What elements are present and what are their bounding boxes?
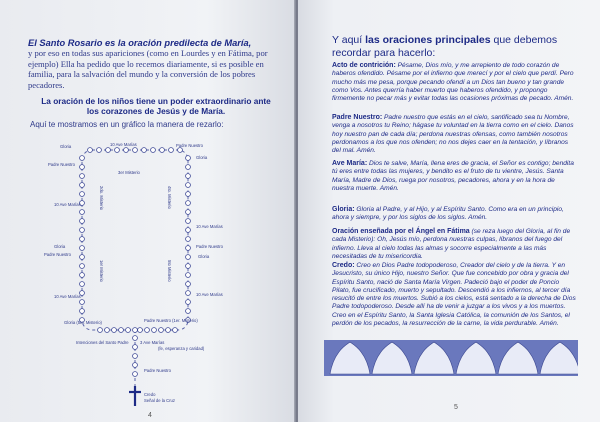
rosary-bead xyxy=(186,210,191,215)
rosary-bead xyxy=(126,328,131,333)
lbl-ten-ave-top: 10 Ave Marías xyxy=(110,142,137,147)
lbl-m5: 5to Misterio xyxy=(167,260,172,282)
rosary-bead xyxy=(80,219,85,224)
lbl-gloria-right2: Gloria xyxy=(198,254,210,259)
rosary-bead xyxy=(145,328,150,333)
rosary-bead xyxy=(152,328,157,333)
lbl-ave-right2: 10 Ave Marías xyxy=(196,292,223,297)
lbl-m4: 4to. Misterio xyxy=(167,186,172,209)
rosary-bead xyxy=(173,328,178,333)
rosary-bead xyxy=(98,328,103,333)
rosary-bead xyxy=(112,328,117,333)
rosary-bead xyxy=(186,300,191,305)
rosary-bead xyxy=(186,264,191,269)
rosary-bead xyxy=(80,156,85,161)
ornament-leaf xyxy=(540,342,578,374)
ornament-leaf xyxy=(414,342,454,374)
lbl-pn-bottom: Padre Nuestro (1er. Misterio) xyxy=(144,318,198,323)
rosary-bead xyxy=(159,328,164,333)
rosary-bead xyxy=(186,237,191,242)
rosary-bead xyxy=(80,300,85,305)
rosary-bead xyxy=(115,148,120,153)
lbl-pn-top-right: Padre Nuestro xyxy=(176,143,203,148)
rosary-bead xyxy=(80,210,85,215)
lbl-fe: (fe, esperanza y caridad) xyxy=(158,346,205,351)
rosary-bead xyxy=(80,246,85,251)
rosary-bead xyxy=(186,156,191,161)
ornament-leaf xyxy=(456,342,496,374)
rosary-bead xyxy=(160,148,165,153)
rosary-bead xyxy=(105,328,110,333)
lbl-senal: Señal de la Cruz xyxy=(144,398,175,403)
right-page xyxy=(298,0,600,422)
rosary-bead xyxy=(186,174,191,179)
rosary-bead xyxy=(133,363,138,368)
left-intro: y por eso en todas sus apariciones (como en Lourdes y en Fátima, por ejemplo) Ella ha pedido que lo recemos diariamente, si es posible en familia, para la salvación del mundo y la conversión de los pobres pecadores. xyxy=(28,48,268,90)
lbl-m3: 3er Misterio xyxy=(118,170,140,175)
ornament-leaf xyxy=(330,342,370,374)
rosary-bead xyxy=(186,291,191,296)
lbl-gloria-right: Gloria xyxy=(196,155,208,160)
rosary-bead xyxy=(186,201,191,206)
ornament-leaf xyxy=(372,342,412,374)
prayer-angel-fatima: Oración enseñada por el Ángel en Fátima (se reza luego del Gloria, al fin de cada Misterio): Oh, Jesús mío, perdona nuestras culpas, líbranos del fuego del infierno. Lleva al cielo todas las almas y socorre especialmente a las más necesitadas de tu misericordia. xyxy=(332,228,571,260)
lbl-credo: Credo xyxy=(144,392,156,397)
ornament-pattern xyxy=(324,340,578,376)
rosary-diagram xyxy=(40,138,250,418)
rosary-bead xyxy=(186,183,191,188)
rosary-bead xyxy=(80,228,85,233)
graphic-text: Aquí te mostramos en un gráfico la manera de rezarlo: xyxy=(30,120,224,129)
rosary-bead xyxy=(186,192,191,197)
rosary-bead xyxy=(186,228,191,233)
right-title: Y aquí las oraciones principales que debemos recordar para hacerlo: xyxy=(332,34,558,59)
prayer-ave-maria: Ave María: Dios te salve, María, llena eres de gracia, el Señor es contigo; bendita tú eres entre todas las mujeres, y bendito es el fruto de tu vientre, Jesús. Santa María, Madre de Dios, ruega por nosotros, pecadores, ahora y en la hora de nuestra muerte. Amén. xyxy=(332,160,574,192)
lbl-gloria-left2: Gloria xyxy=(54,244,66,249)
rosary-bead xyxy=(88,148,93,153)
rosary-bead xyxy=(142,148,147,153)
right-page-number: 5 xyxy=(454,404,458,411)
lbl-m2: 2do. Misterio xyxy=(99,186,104,210)
left-bold-line: La oración de los niños tiene un poder extraordinario ante los corazones de Jesús y de María. xyxy=(41,96,271,116)
lbl-pn-cross: Padre Nuestro xyxy=(144,368,171,373)
lbl-intenciones: Intenciones del Santo Padre xyxy=(76,340,129,345)
rosary-bead xyxy=(80,192,85,197)
rosary-bead xyxy=(133,345,138,350)
rosary-bead xyxy=(80,264,85,269)
rosary-bead xyxy=(97,148,102,153)
left-page xyxy=(0,0,296,422)
rosary-bead xyxy=(80,282,85,287)
rosary-bead xyxy=(80,183,85,188)
decorative-band xyxy=(324,340,578,376)
lbl-pn-right2: Padre Nuestro xyxy=(196,244,223,249)
rosary-bead xyxy=(80,309,85,314)
ornament-leaf xyxy=(498,342,538,374)
rosary-bead xyxy=(178,148,183,153)
lbl-ave-left1: 10 Ave Marías xyxy=(54,202,81,207)
rosary-bead xyxy=(133,148,138,153)
prayer-acto-contricion: Acto de contrición: Pésame, Dios mío, y me arrepiento de todo corazón de haberos ofendido. Pésame por el infierno que merecí y por el cielo que perdí. Pero mucho más me pesa, porque pecando ofendí a un Dios tan bueno y tan grande como Vos. Antes querría haber muerto que haberos ofendido, y propongo firmemente no pecar más y evitar todas las ocasiones próximas de pecado. Amén. xyxy=(332,62,574,103)
prayer-credo: Credo: Creo en Dios Padre todopoderoso, Creador del cielo y de la tierra. Y en Jesucristo, su único Hijo, nuestro Señor. Que fue concebido por obra y gracia del Espíritu Santo, nació de Santa María Virgen. Padeció bajo el poder de Poncio Pilato, fue crucificado, muerto y sepultado. Descendió a los infiernos, al tercer día resucitó de entre los muertos. Subió a los cielos, está sentado a la derecha de Dios Padre todopoderoso. Desde allí ha de venir a juzgar a los vivos y a los muertos. Creo en el Espíritu Santo, la Santa Iglesia Católica, la comunión de los Santos, el perdón de los pecados, la resurrección de la carne, la vida perdurable. Amén. xyxy=(332,262,576,328)
left-page-number: 4 xyxy=(148,412,152,419)
lbl-pn-left: Padre Nuestro xyxy=(48,162,75,167)
rosary-bead xyxy=(166,328,171,333)
rosary-bead xyxy=(80,255,85,260)
lbl-tres-ave: 3 Ave Marías xyxy=(140,340,165,345)
rosary-bead xyxy=(186,165,191,170)
rosary-bead xyxy=(80,174,85,179)
rosary-bead xyxy=(138,328,143,333)
rosary-bead xyxy=(169,148,174,153)
lbl-pn-left2: Padre Nuestro xyxy=(44,252,71,257)
rosary-bead xyxy=(186,273,191,278)
rosary-bead xyxy=(106,148,111,153)
rosary-bead xyxy=(133,336,138,341)
rosary-bead xyxy=(80,237,85,242)
rosary-bead xyxy=(186,255,191,260)
rosary-bead xyxy=(186,282,191,287)
lbl-ave-left2: 10 Ave Marías xyxy=(54,294,81,299)
rosary-bead xyxy=(133,354,138,359)
rosary-bead xyxy=(186,219,191,224)
rosary-bead xyxy=(186,246,191,251)
left-heading: El Santo Rosario es la oración predilecta de María, xyxy=(28,38,252,48)
rosary-bead xyxy=(186,309,191,314)
rosary-bead xyxy=(80,273,85,278)
rosary-bead xyxy=(133,328,138,333)
rosary-bead xyxy=(151,148,156,153)
rosary-bead xyxy=(124,148,129,153)
lbl-gloria: Gloria xyxy=(60,144,72,149)
prayer-padre-nuestro: Padre Nuestro: Padre nuestro que estás en el cielo, santificado sea tu Nombre, venga a nosotros tu Reino; hágase tu voluntad en la tierra como en el cielo. Danos hoy nuestro pan de cada día; perdona nuestras ofensas, como también nosotros perdonamos a los que nos ofenden; no nos dejes caer en la tentación, y líbranos del mal. Amén. xyxy=(332,114,574,155)
rosary-bead xyxy=(133,372,138,377)
lbl-gloria-bottom: Gloria (5to. Misterio) xyxy=(64,320,102,325)
rosary-bead xyxy=(119,328,124,333)
lbl-m1: 1er Misterio xyxy=(99,260,104,282)
lbl-ave-right1: 10 Ave Marías xyxy=(196,224,223,229)
prayer-gloria: Gloria: Gloria al Padre, y al Hijo, y al Espíritu Santo. Como era en un principio, ahora y siempre, y por los siglos de los siglos. Amén. xyxy=(332,206,564,222)
rosary-bead xyxy=(80,165,85,170)
